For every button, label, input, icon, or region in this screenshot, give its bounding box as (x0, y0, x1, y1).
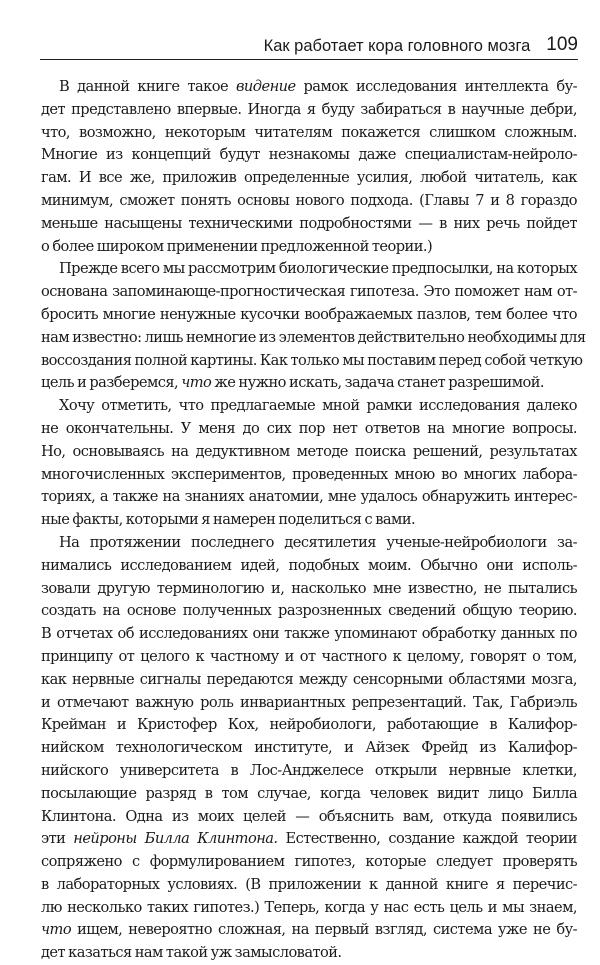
text-run: нийского университета в Лос-Анджелесе открыли нервные клетки, (41, 761, 577, 779)
text-run: Крейман и Кристофер Кох, нейробиологи, работающие в Калифор- (41, 716, 577, 734)
text-run: что, возможно, некоторым читателям покажется слишком сложным. (41, 123, 577, 141)
text-line (41, 828, 577, 851)
paragraph (41, 395, 577, 532)
text-run: нам известно: лишь немногие из элементов действительно необходимы для (41, 328, 586, 346)
text-run: и отмечают важную роль инвариантных репрезентаций. Так, Габриэль (41, 693, 577, 711)
text-run: минимум, сможет понять основы нового подхода. (Главы 7 и 8 гораздо (41, 191, 577, 209)
italic-text: нейроны Билла Клинтона. (73, 830, 278, 848)
text-line (41, 418, 577, 441)
text-line (41, 304, 577, 327)
text-run: В отчетах об исследованиях они также упоминают обработку данных по (41, 625, 577, 643)
text-line (41, 714, 577, 737)
text-line (41, 167, 577, 190)
text-line (41, 372, 577, 395)
running-header (40, 30, 578, 60)
text-run: Многие из концепций будут незнакомы даже специалистам-нейроло- (41, 146, 577, 164)
paragraph (41, 76, 577, 258)
text-run: о более широком применении предложенной теории.) (41, 237, 433, 255)
text-line (41, 190, 577, 213)
text-line (41, 532, 577, 555)
text-run: гам. И все же, приложив определенные усилия, любой читатель, как (41, 169, 577, 187)
text-line (41, 395, 577, 418)
text-line (41, 144, 577, 167)
text-run: посылающие разряд в том случае, когда человек видит лицо Билла (41, 784, 577, 802)
text-run: же нужно искать, задача станет разрешимой. (211, 374, 545, 392)
text-line (41, 236, 577, 259)
text-line (41, 258, 577, 281)
text-run: На протяжении последнего десятилетия ученые-нейробиологи за- (59, 533, 577, 551)
text-line (41, 692, 577, 715)
text-run: ищем, невероятно сложная, на первый взгляд, система уже не бу- (71, 921, 577, 939)
text-run: меньше насыщены техническими подробностями — в них речь пойдет (41, 214, 577, 232)
text-line (41, 509, 577, 532)
text-run: ные факты, которыми я намерен поделиться с вами. (41, 511, 416, 529)
italic-text: что (41, 921, 72, 939)
text-line (41, 669, 577, 692)
text-line (41, 464, 577, 487)
text-line (41, 646, 577, 669)
text-line (41, 783, 577, 806)
text-run: зовали другую терминологию и, насколько мне известно, не пытались (41, 579, 577, 597)
text-run: Но, основываясь на дедуктивном методе поиска решений, результатах (41, 442, 577, 460)
text-line (41, 281, 577, 304)
text-line (41, 737, 577, 760)
text-line (41, 99, 577, 122)
text-line (41, 806, 577, 829)
text-run: лю несколько таких гипотез.) Теперь, когда у нас есть цель и мы знаем, (41, 898, 577, 916)
text-run: нимались исследованием идей, подобных моим. Обычно они исполь- (41, 556, 577, 574)
text-run: воссоздания полной картины. Как только мы поставим перед собой четкую (41, 351, 583, 369)
text-line (41, 760, 577, 783)
text-run: рамок исследования интеллекта бу- (295, 78, 578, 95)
text-line (41, 122, 577, 145)
paragraph (41, 532, 577, 965)
text-run: Прежде всего мы рассмотрим биологические предпосылки, на которых (59, 260, 577, 278)
text-line (41, 897, 577, 920)
text-line (41, 578, 577, 601)
text-line (41, 942, 577, 965)
text-line (41, 919, 577, 942)
text-run: дет представлено впервые. Иногда я буду забираться в научные дебри, (41, 100, 577, 118)
text-run: бросить многие ненужные кусочки воображаемых пазлов, тем более что (41, 305, 577, 323)
italic-text: видение (235, 78, 296, 95)
running-title: Как работает кора головного мозга (263, 37, 531, 55)
text-run: Хочу отметить, что предлагаемые мной рамки исследования далеко (59, 397, 577, 415)
text-run: В данной книге такое (59, 78, 236, 95)
text-line (41, 623, 577, 646)
italic-text: что (181, 374, 212, 392)
text-line (41, 327, 586, 350)
text-run: как нервные сигналы передаются между сенсорными областями мозга, (41, 670, 577, 688)
text-run: многочисленных экспериментов, проведенных мною во многих лабора- (41, 465, 577, 483)
text-run: создать на основе полученных разрозненных сведений общую теорию. (41, 602, 577, 620)
text-run: сопряжено с формулированием гипотез, которые следует проверять (41, 853, 577, 871)
body-text (41, 76, 586, 965)
text-run: не окончательны. У меня до сих пор нет ответов на многие вопросы. (41, 419, 577, 437)
text-line (41, 350, 583, 373)
text-line (41, 874, 577, 897)
text-line (41, 851, 577, 874)
text-run: дет казаться нам такой уж замысловатой. (41, 944, 342, 962)
paragraph (41, 258, 586, 395)
text-line (41, 555, 577, 578)
text-line (41, 441, 577, 464)
text-run: в лабораторных условиях. (В приложении к данной книге я перечис- (41, 875, 577, 893)
text-run: цель и разберемся, (41, 374, 182, 392)
text-line (41, 486, 577, 509)
text-run: эти (41, 830, 74, 848)
text-run: Естественно, создание каждой теории (277, 830, 577, 848)
text-run: принципу от целого к частному и от частного к целому, говорят о том, (41, 647, 577, 665)
text-run: ториях, а также на знаниях анатомии, мне удалось обнаружить интерес- (41, 488, 577, 506)
text-line (41, 600, 577, 623)
text-run: Клинтона. Одна из моих целей — объяснить вам, откуда появились (41, 807, 577, 825)
text-run: нийском технологическом институте, и Айзек Фрейд из Калифор- (41, 739, 577, 757)
text-run: основана запоминающе-прогностическая гипотеза. Это поможет нам от- (41, 283, 577, 301)
text-line (41, 213, 577, 236)
text-line (41, 76, 577, 99)
page-number: 109 (546, 34, 578, 55)
